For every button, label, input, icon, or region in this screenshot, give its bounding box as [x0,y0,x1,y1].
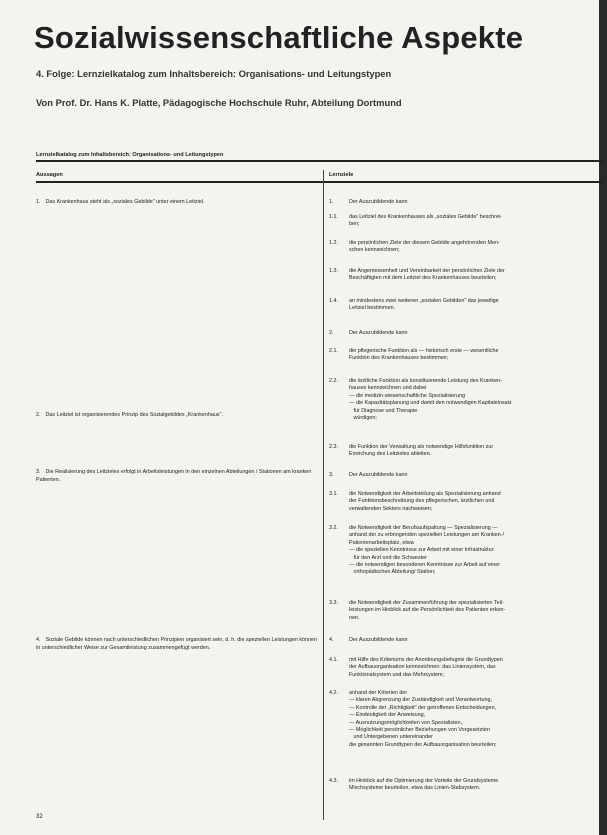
objective-number: 4.1. [329,657,338,663]
objective-line: — die speziellen Kenntnisse zur Arbeit mit einer Infrastruktur [349,547,494,554]
objective-number: 3.1. [329,491,338,497]
objective-line: — die medizin-wissenschaftliche Spezialisierung [349,392,465,399]
objective-number: 2.3. [329,444,338,450]
objective-number: 3.2. [329,525,338,531]
objective-line: Der Auszubildende kann [349,330,408,336]
objective-line: für Diagnose und Therapie [349,407,418,414]
objective-line: anhand der Kriterien der [349,690,408,696]
statement-text: Das Krankenhaus steht als „soziales Gebilde" unter einem Leitziel. [44,199,205,205]
objective-item [329,214,603,230]
objective-number: 4. [329,637,334,643]
objective-line: leistungen im Hinblick auf die Persönlichkeit des Patienten erken- [349,607,506,614]
objective-line: — Eindeutigkeit der Anweisung, [349,712,426,719]
objective-item [329,657,603,680]
objective-number: 3. [329,472,334,478]
objective-line: Erreichung des Leitzieles ableiten. [349,451,432,458]
table-caption: Lernzielkatalog zum Inhaltsbereich: Organisations- und Leitungstypen [36,152,224,158]
objective-number: 1.4. [329,298,338,304]
objective-item [329,637,603,645]
objective-number: 1. [329,199,334,205]
statement-text: Das Leitziel ist organisierendes Prinzip des Sozialgebildes „Krankenhaus". [44,412,224,418]
objective-line: der Funktionsbeschreibung des pflegerischen, ärztlichen und [349,498,495,505]
objective-line: Der Auszubildende kann [349,199,408,205]
column-header-lernziele: Lernziele [329,172,354,178]
objective-line: ben; [349,221,360,228]
objective-line: die pflegerische Funktion als — historisch erste — wesentliche [349,348,499,354]
objective-line: — die notwendigen besonderen Kenntnisse zur Arbeit auf einer [349,562,501,569]
objective-number: 3.3. [329,600,338,606]
objective-line: die persönlichen Ziele der diesem Gebilde angehörenden Men- [349,240,500,246]
objective-item [329,199,603,207]
objective-line: die Funktion der Verwaltung als notwendige Hilfsfunktion zur [349,444,494,450]
objective-item [329,690,603,750]
objective-line: nen. [349,614,360,621]
header-rule [36,181,603,183]
objective-line: Mischsysteme beurteilen, etwa das Linien-Stabsystem. [349,785,481,792]
objective-item [329,298,603,314]
subtitle: 4. Folge: Lernzielkatalog zum Inhaltsbereich: Organisations- und Leitungstypen [36,68,392,79]
column-header-aussagen: Aussagen [36,172,63,178]
objective-line: Patientenarbeitsplatz, etwa [349,539,414,546]
objective-item [329,525,603,578]
objective-line: verwaltenden Sektors nachweisen; [349,505,433,512]
objective-line: das Leitziel des Krankenhauses als „soziales Gebilde" beschrei- [349,214,502,220]
objective-number: 1.2. [329,240,338,246]
statement-number: 4. [36,637,41,643]
objective-number: 1.3. [329,268,338,274]
statement-item [36,199,318,207]
objective-item [329,268,603,284]
page-number: 32 [36,814,43,820]
objective-number: 1.1. [329,214,338,220]
statement-item [36,637,318,652]
objective-line: anhand der zu erbringenden speziellen Leistungen am Kranken-/ [349,532,504,539]
objective-line: im Hinblick auf die Optimierung der Vorteile der Grundsysteme [349,778,499,784]
objective-line: — Möglichkeit persönlicher Beziehungen von Vorgesetzten [349,727,490,734]
statement-number: 1. [36,199,41,205]
objective-item [329,348,603,364]
objective-item [329,330,603,338]
objective-line: die ärztliche Funktion als konstituierende Leistung des Kranken- [349,378,502,384]
objective-line: — Ausnutzungsmöglichkeiten von Spezialisten, [349,719,462,726]
objective-item [329,600,603,623]
objective-line: Der Auszubildende kann [349,637,408,643]
objective-number: 2.2. [329,378,338,384]
objective-line: die Angemessenheit und Vereinbarkeit der persönlichen Ziele der [349,268,505,274]
page-title: Sozialwissenschaftliche Aspekte [34,20,524,55]
objective-number: 4.3. [329,778,338,784]
author-line: Von Prof. Dr. Hans K. Platte, Pädagogische Hochschule Ruhr, Abteilung Dortmund [36,97,402,108]
statement-number: 2. [36,412,41,418]
objective-number: 4.2. [329,690,338,696]
objective-line: Funktionalsystem und das Mehrsystem; [349,671,444,678]
objective-item [329,491,603,514]
objective-line: orthopädischen Abteilung/ Station; [349,569,436,576]
objective-line: — die Kapazitätsplanung und damit den notwendigen Kapitaleinsatz [349,400,512,407]
objective-line: würdigen; [349,415,377,422]
objective-line: an mindestens zwei weiteren „sozialen Gebilden" das jeweilige [349,298,499,304]
objective-line: Beschäftigten mit dem Leitziel des Krankenhauses beurteilen; [349,275,497,282]
objective-line: die Notwendigkeit der Berufsaufspaltung — Spezialisierung — [349,525,498,531]
objective-line: schen kennzeichnen; [349,247,400,254]
statement-item [36,412,318,420]
objective-item [329,472,603,480]
objective-item [329,778,603,794]
objective-item [329,444,603,460]
objective-line: — klaren Abgrenzung der Zuständigkeit und Verantwortung, [349,697,492,704]
objective-line: die Notwendigkeit der Arbeitsteilung als Spezialisierung anhand [349,491,501,497]
statement-item [36,469,318,484]
objective-number: 2. [329,330,334,336]
objective-line: Funktion des Krankenhauses bestimmen; [349,355,449,362]
objective-item [329,240,603,256]
objective-number: 2.1. [329,348,338,354]
column-divider [323,170,324,820]
objective-line: für den Arzt und die Schwester [349,554,427,561]
statement-number: 3. [36,469,41,475]
objective-line: Der Auszubildende kann [349,472,408,478]
objective-line: die Notwendigkeit der Zusammenführung der spezialisierten Teil- [349,600,504,606]
statement-text: Die Realisierung des Leitzieles erfolgt in Arbeitsleistungen in den einzelnen Abteilungen / Stationen am kranken Patienten. [36,469,312,483]
objective-line: Leitziel bestimmen. [349,305,396,312]
objective-line: — Kontrolle der „Richtigkeit" der getroffenen Entscheidungen, [349,704,497,711]
objective-line: die genannten Grundtypen der Aufbauorganisation beurteilen; [349,741,497,748]
objective-item [329,378,603,423]
objective-line: und Untergebenen untereinander [349,734,433,741]
statement-text: Soziale Gebilde können nach unterschiedlichen Prinzipien organisiert sein, d. h. die speziellen Leistungen können in unterschiedlicher Weise zur Gesamtleistung zusammengefügt werden. [36,637,318,651]
caption-rule [36,160,603,162]
objective-line: der Aufbauorganisation kennzeichnen: das Liniensystem, das [349,664,496,671]
objective-line: mit Hilfe des Kriteriums der Anordnungsbefugnis die Grundtypen [349,657,503,663]
objective-line: hauses kennzeichnen und dabei [349,385,427,392]
